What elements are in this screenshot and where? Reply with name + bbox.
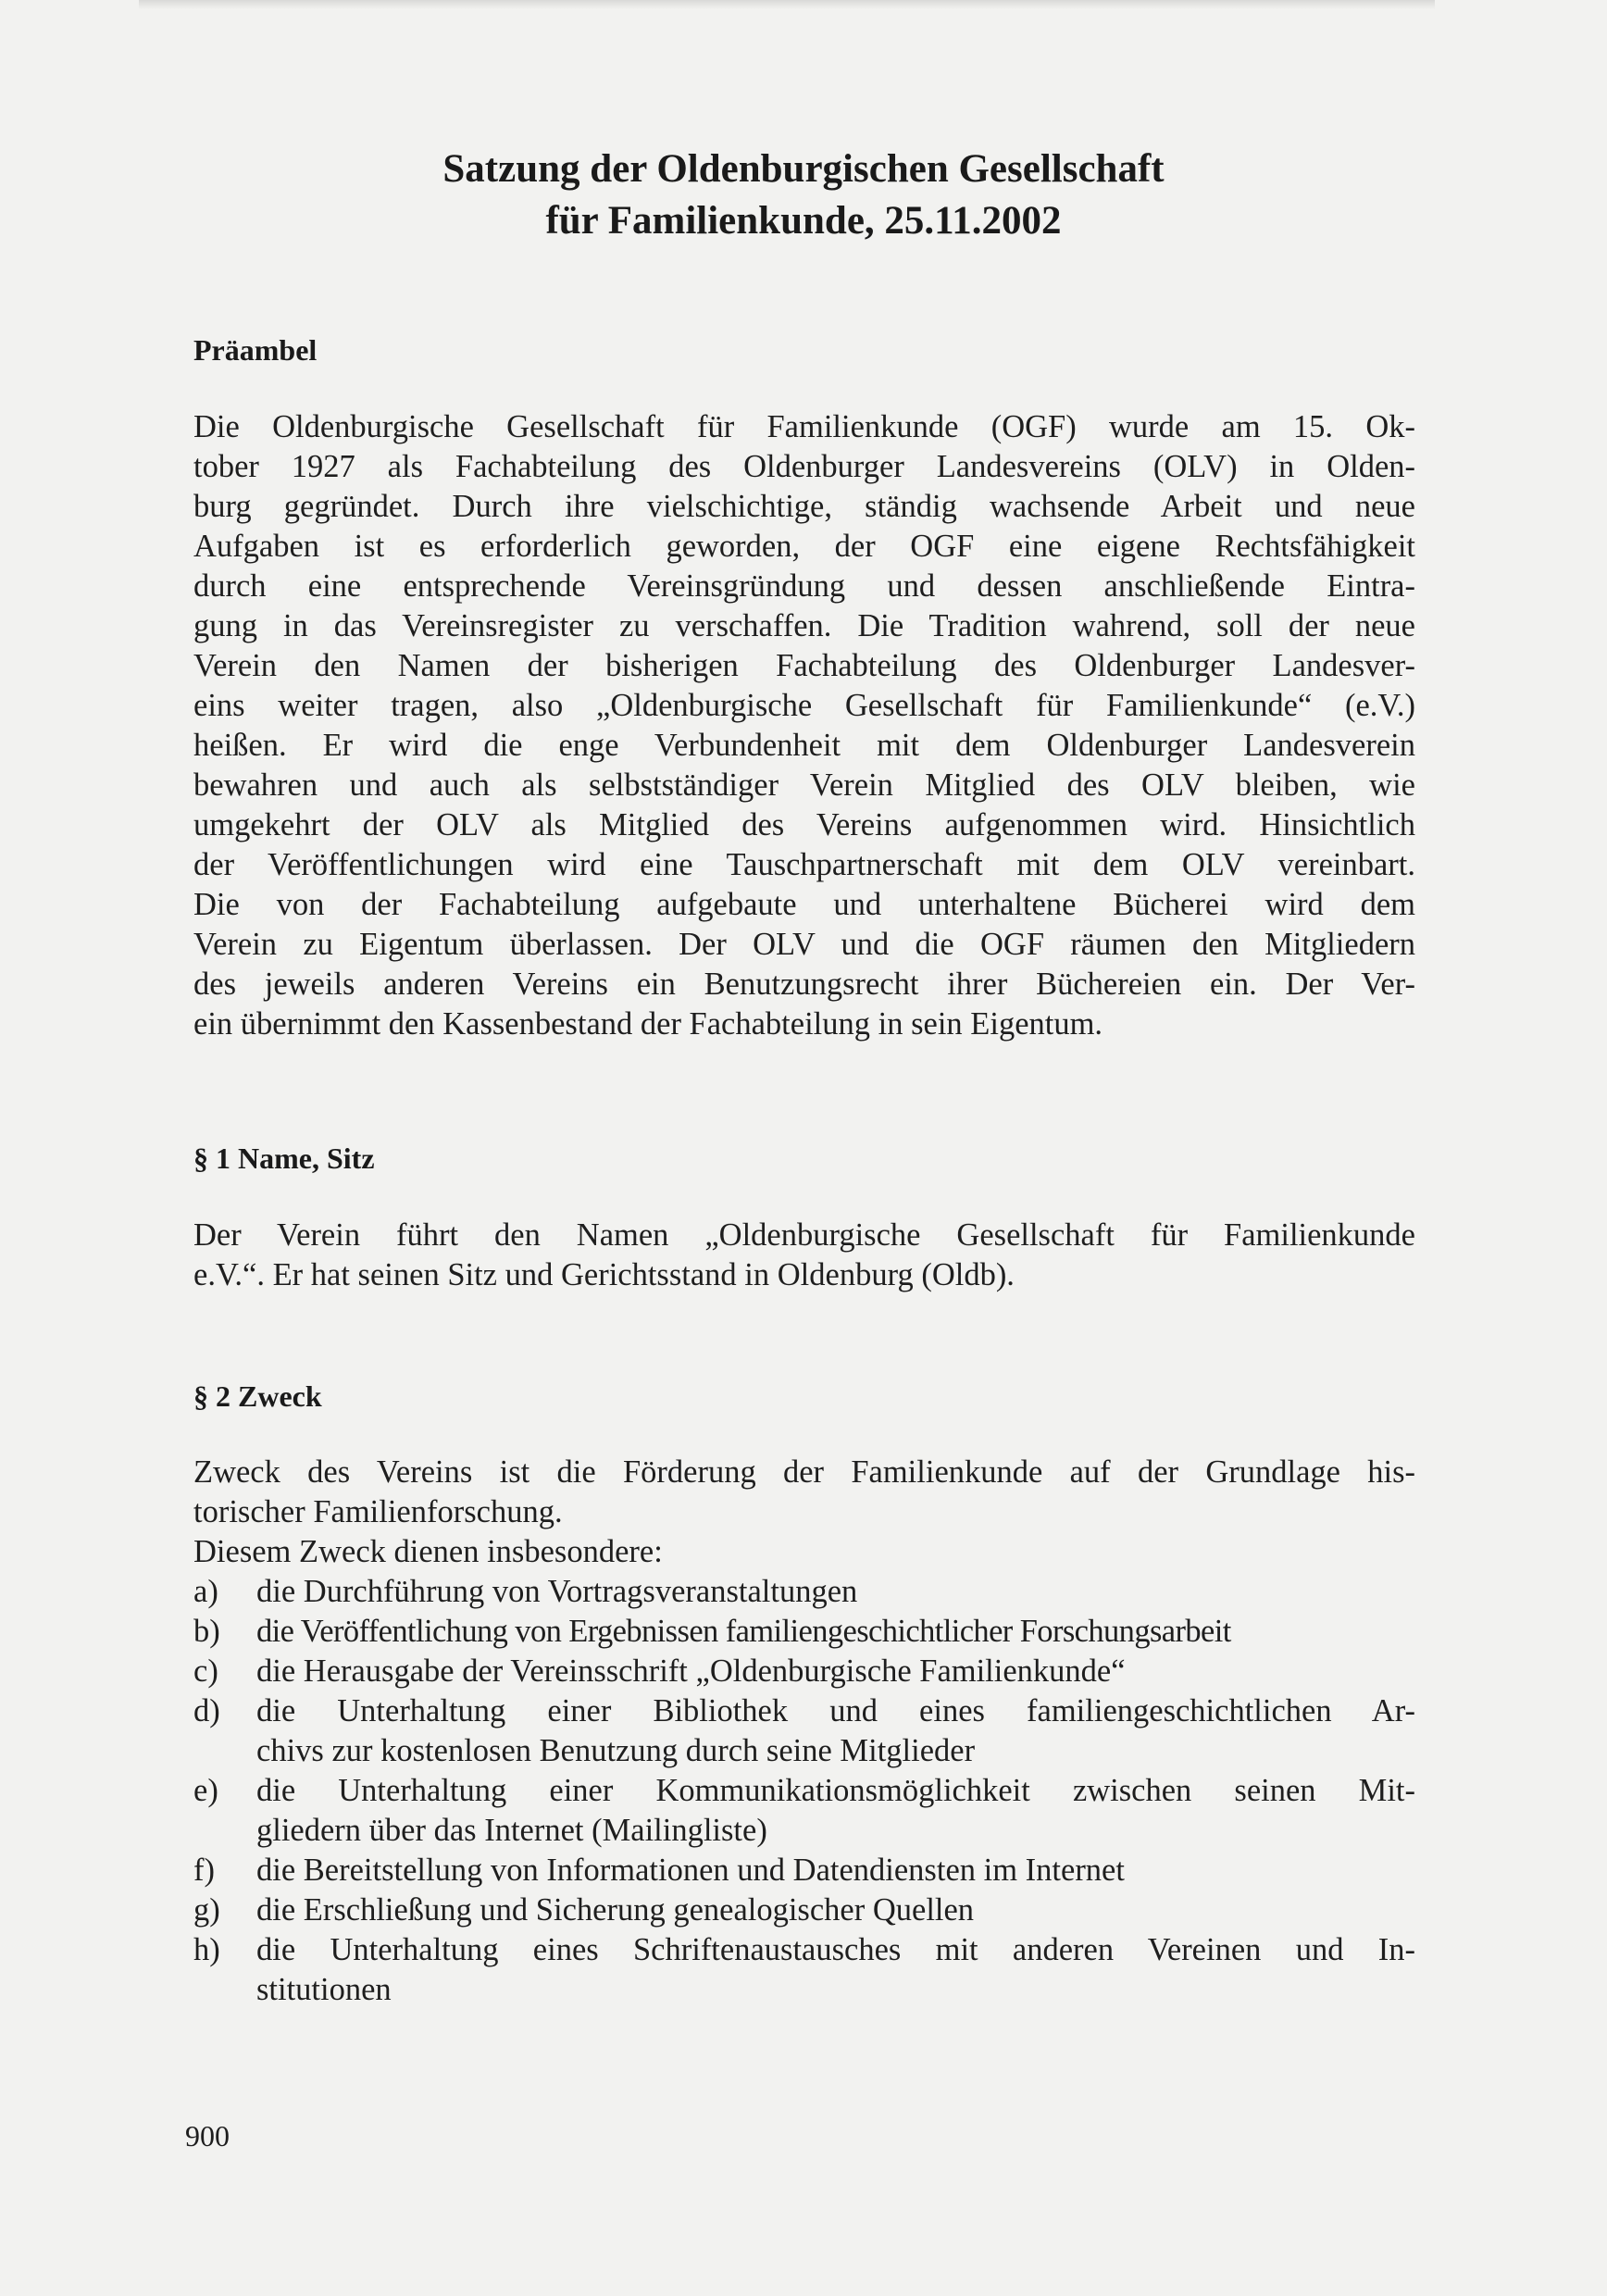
section-1-paragraph xyxy=(193,1216,1415,1295)
list-item xyxy=(193,1612,1415,1652)
text-line: die Unterhaltung einer Kommunikationsmöglichkeit zwischen seinen Mit- xyxy=(256,1773,1415,1808)
list-item xyxy=(193,1851,1415,1890)
preamble-paragraph xyxy=(193,407,1415,1044)
list-marker: h) xyxy=(193,1932,220,1967)
text-line: torischer Familienforschung. xyxy=(193,1494,563,1529)
list-item-text xyxy=(256,1612,1415,1652)
text-line: die Durchführung von Vortragsveranstaltungen xyxy=(256,1574,858,1609)
text-line: Die Oldenburgische Gesellschaft für Familienkunde (OGF) wurde am 15. Ok- xyxy=(193,409,1415,444)
text-line: Verein zu Eigentum überlassen. Der OLV und die OGF räumen den Mitgliedern xyxy=(193,927,1415,962)
text-line: Der Verein führt den Namen „Oldenburgische Gesellschaft für Familienkunde xyxy=(193,1217,1415,1253)
section-1-heading: § 1 Name, Sitz xyxy=(193,1142,375,1175)
text-line: Die von der Fachabteilung aufgebaute und unterhaltene Bücherei wird dem xyxy=(193,887,1415,922)
text-line: die Unterhaltung eines Schriftenaustausches mit anderen Vereinen und In- xyxy=(256,1932,1415,1967)
page-number: 900 xyxy=(185,2119,230,2152)
list-marker: g) xyxy=(193,1892,220,1928)
text-line: tober 1927 als Fachabteilung des Oldenburger Landesvereins (OLV) in Olden- xyxy=(193,449,1415,484)
list-item-text xyxy=(256,1652,1415,1691)
text-line: der Veröffentlichungen wird eine Tauschpartnerschaft mit dem OLV vereinbart. xyxy=(193,847,1415,882)
list-marker: e) xyxy=(193,1773,218,1808)
text-line: des jeweils anderen Vereins ein Benutzungsrecht ihrer Büchereien ein. Der Ver- xyxy=(193,967,1415,1002)
section-2-heading: § 2 Zweck xyxy=(193,1379,322,1413)
text-line: Aufgaben ist es erforderlich geworden, der OGF eine eigene Rechtsfähigkeit xyxy=(193,529,1415,564)
text-line: eins weiter tragen, also „Oldenburgische Gesellschaft für Familienkunde“ (e.V.) xyxy=(193,688,1415,723)
list-item-text xyxy=(256,1771,1415,1851)
preamble-heading: Präambel xyxy=(193,333,318,367)
text-line: e.V.“. Er hat seinen Sitz und Gerichtsstand in Oldenburg (Oldb). xyxy=(193,1257,1015,1292)
text-line: Zweck des Vereins ist die Förderung der Familienkunde auf der Grundlage his- xyxy=(193,1454,1415,1490)
list-item xyxy=(193,1691,1415,1771)
list-item xyxy=(193,1771,1415,1851)
list-item-text xyxy=(256,1930,1415,2010)
text-line: chivs zur kostenlosen Benutzung durch seine Mitglieder xyxy=(256,1733,976,1768)
list-marker: a) xyxy=(193,1574,218,1609)
text-line: durch eine entsprechende Vereinsgründung und dessen anschließende Eintra- xyxy=(193,568,1415,604)
text-line: bewahren und auch als selbstständiger Verein Mitglied des OLV bleiben, wie xyxy=(193,767,1415,803)
text-line: die Unterhaltung einer Bibliothek und eines familiengeschichtlichen Ar- xyxy=(256,1693,1415,1728)
list-marker: f) xyxy=(193,1853,215,1888)
list-item-text xyxy=(256,1890,1415,1930)
text-line: umgekehrt der OLV als Mitglied des Vereins aufgenommen wird. Hinsichtlich xyxy=(193,807,1415,842)
list-item xyxy=(193,1572,1415,1612)
purpose-list xyxy=(193,1572,1415,2010)
text-line: ein übernimmt den Kassenbestand der Fachabteilung in sein Eigentum. xyxy=(193,1006,1103,1042)
text-line: die Veröffentlichung von Ergebnissen familiengeschichtlicher Forschungsarbeit xyxy=(256,1614,1231,1649)
text-line: die Herausgabe der Vereinsschrift „Oldenburgische Familienkunde“ xyxy=(256,1653,1126,1689)
list-item xyxy=(193,1652,1415,1691)
list-item-text xyxy=(256,1851,1415,1890)
section-2-intro xyxy=(193,1453,1415,1572)
title-line-2: für Familienkunde, 25.11.2002 xyxy=(545,199,1062,243)
text-line: burg gegründet. Durch ihre vielschichtige, ständig wachsende Arbeit und neue xyxy=(193,489,1415,524)
text-line: heißen. Er wird die enge Verbundenheit mit dem Oldenburger Landesverein xyxy=(193,728,1415,763)
title-line-1: Satzung der Oldenburgischen Gesellschaft xyxy=(442,147,1165,191)
text-line: stitutionen xyxy=(256,1972,392,2007)
list-item xyxy=(193,1890,1415,1930)
text-line: die Erschließung und Sicherung genealogischer Quellen xyxy=(256,1892,975,1928)
scan-edge-shadow xyxy=(139,0,1435,9)
list-item xyxy=(193,1930,1415,2010)
text-line: die Bereitstellung von Informationen und Datendiensten im Internet xyxy=(256,1853,1125,1888)
text-line: gung in das Vereinsregister zu verschaffen. Die Tradition wahrend, soll der neue xyxy=(193,608,1415,643)
text-line: Verein den Namen der bisherigen Fachabteilung des Oldenburger Landesver- xyxy=(193,648,1415,683)
list-marker: b) xyxy=(193,1614,220,1649)
list-marker: d) xyxy=(193,1693,220,1728)
list-item-text xyxy=(256,1691,1415,1771)
text-line: Diesem Zweck dienen insbesondere: xyxy=(193,1534,663,1569)
document-title xyxy=(0,144,1607,247)
list-item-text xyxy=(256,1572,1415,1612)
list-marker: c) xyxy=(193,1653,218,1689)
text-line: gliedern über das Internet (Mailingliste) xyxy=(256,1813,767,1848)
